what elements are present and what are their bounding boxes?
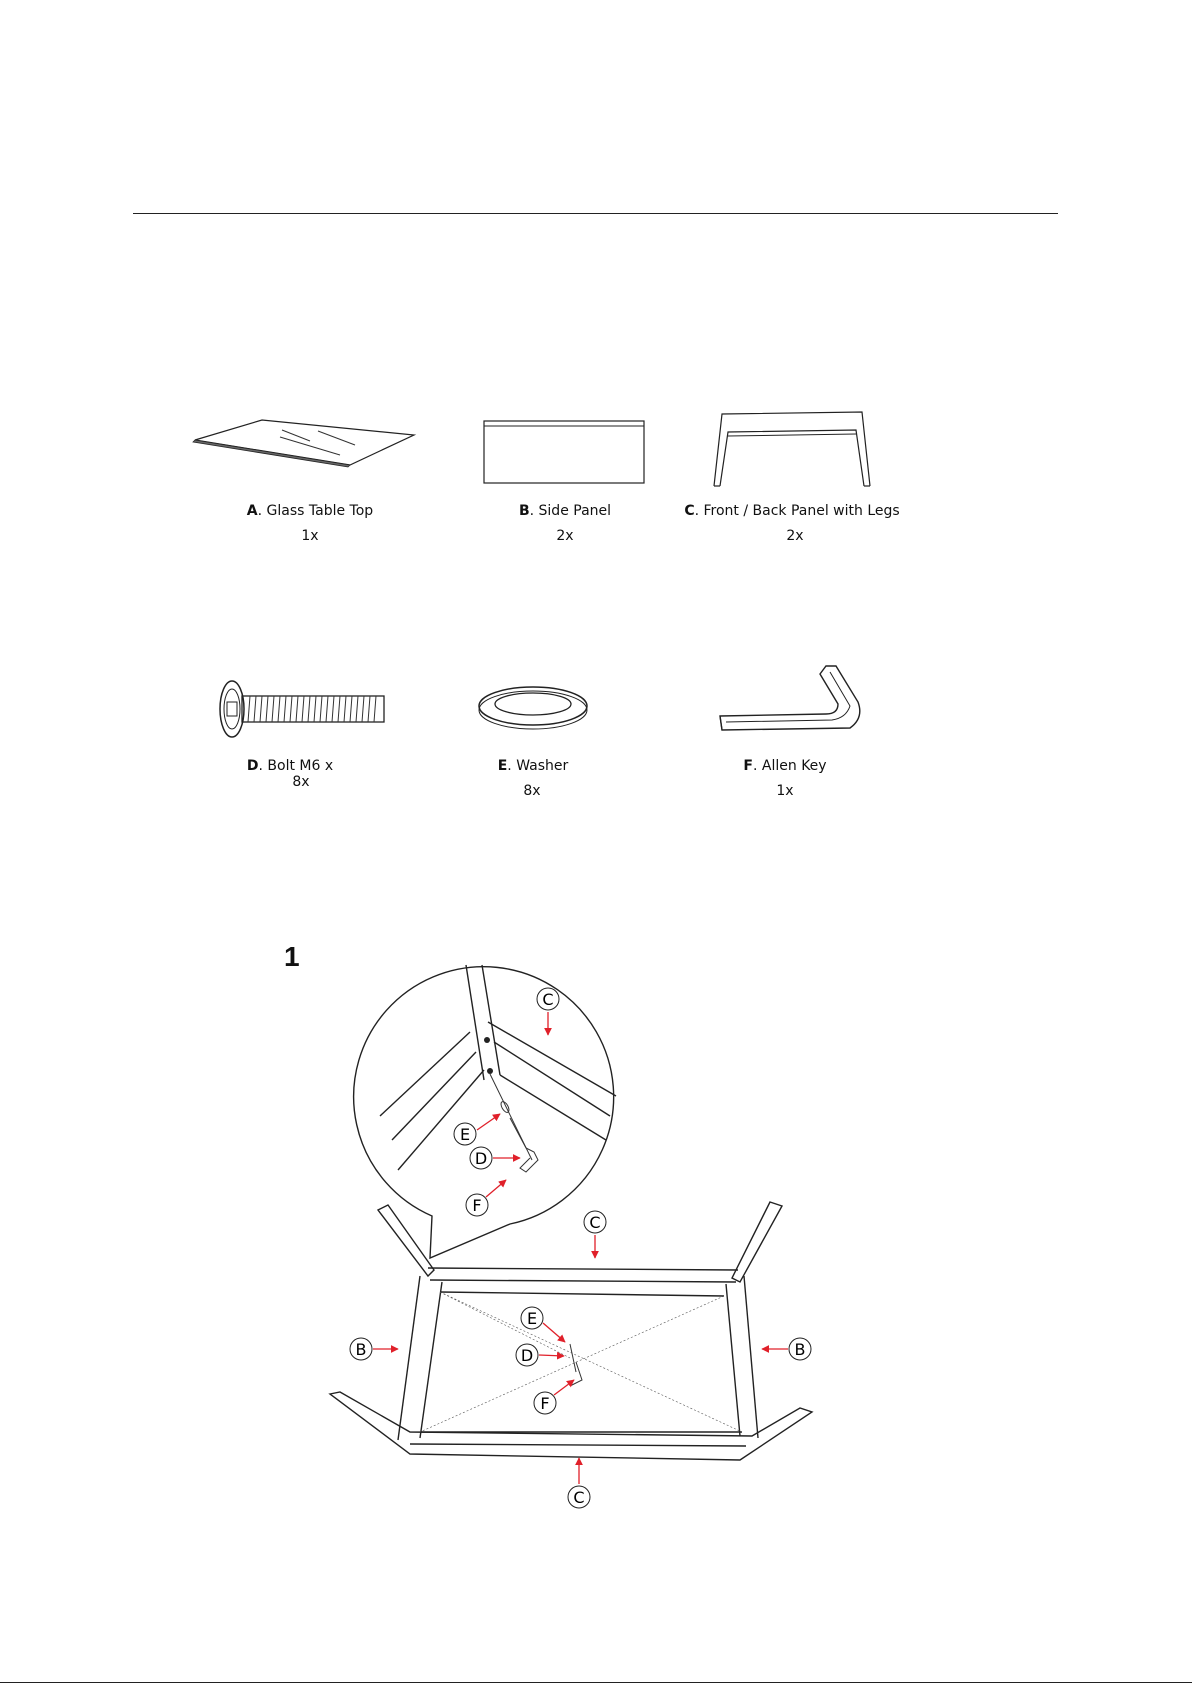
part-d-qty: 8x [292,774,310,790]
part-b-name: . Side Panel [529,503,612,519]
callout-e-main-label: E [526,1309,538,1328]
part-a-letter: A [246,503,258,519]
part-a-caption [210,502,410,520]
part-c-caption [682,502,902,520]
glass-table-top-icon [190,415,420,470]
allen-key-icon [716,660,866,735]
callout-f-detail-label: F [472,1196,482,1215]
part-f-qty: 1x [776,783,794,799]
part-c-qty: 2x [786,528,804,544]
callout-b-left-label: B [355,1340,367,1359]
side-panel-icon [480,417,650,487]
front-back-panel-icon [712,408,872,488]
part-e-letter: E [497,758,508,774]
part-e-caption [478,757,588,775]
callout-c-detail-label: C [542,990,554,1009]
callout-e-detail-label: E [459,1125,471,1144]
part-a-name: . Glass Table Top [257,503,374,519]
header-divider [133,213,1058,214]
step-number: 1 [284,941,300,972]
assembly-step-diagram [300,955,880,1515]
callout-c-front-label: C [573,1488,585,1507]
bolt-icon [218,678,388,740]
part-f-letter: F [743,758,753,774]
part-c-name: . Front / Back Panel with Legs [694,503,900,519]
part-b-caption [500,502,630,520]
callout-e-main [521,1307,565,1342]
part-d-name: . Bolt M6 x [258,758,334,774]
part-e-name: . Washer [507,758,569,774]
detail-magnifier [354,965,616,1258]
footer-divider [0,1682,1192,1683]
part-b-qty: 2x [556,528,574,544]
callout-b-right [762,1338,811,1360]
callout-c-front [568,1458,590,1508]
part-a-qty: 1x [301,528,319,544]
washer-icon [476,683,591,733]
callout-f-main [534,1380,574,1414]
frame-diagonals [420,1292,742,1432]
callout-d-main-label: D [520,1346,534,1365]
callout-f-main-label: F [540,1394,550,1413]
part-f-caption [730,757,840,775]
main-hardware [570,1344,582,1386]
callout-c-back [584,1211,606,1258]
part-d-letter: D [246,758,259,774]
callout-c-back-label: C [589,1213,601,1232]
part-e-qty: 8x [523,783,541,799]
callout-d-detail-label: D [474,1149,488,1168]
callout-b-left [350,1338,398,1360]
table-frame [330,1202,812,1460]
part-f-name: . Allen Key [753,758,827,774]
callout-d-main [516,1344,564,1366]
part-b-letter: B [518,503,530,519]
part-c-letter: C [684,503,695,519]
callout-b-right-label: B [794,1340,806,1359]
